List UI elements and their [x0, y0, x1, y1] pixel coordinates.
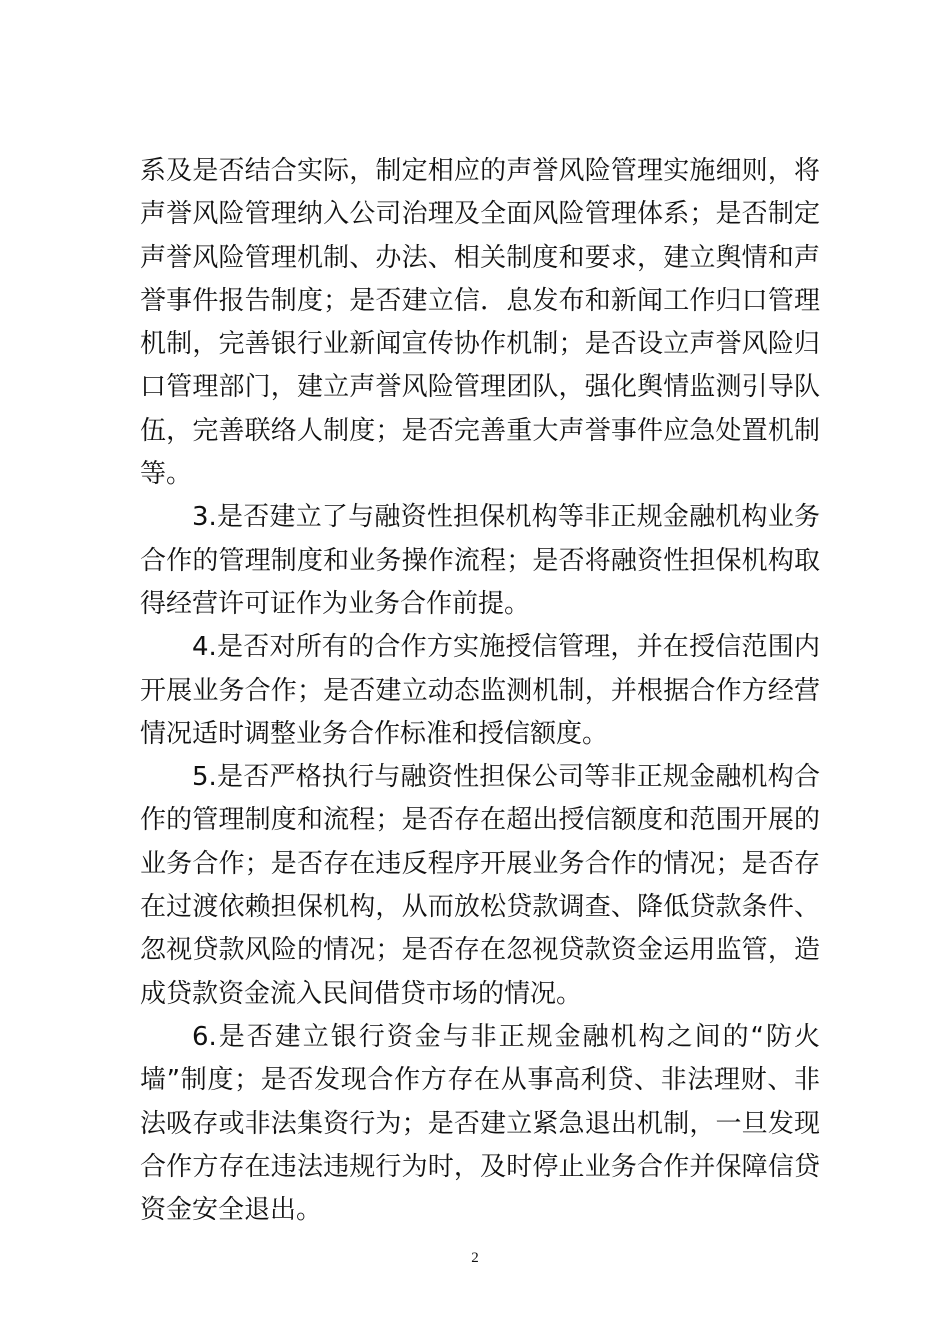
paragraph-item-3: 3.是否建立了与融资性担保机构等非正规金融机构业务合作的管理制度和业务操作流程；是否将融资性担保机构取得经营许可证作为业务合作前提。 — [140, 502, 820, 619]
body-text — [140, 150, 820, 1232]
paragraph-item-5: 5.是否严格执行与融资性担保公司等非正规金融机构合作的管理制度和流程；是否存在超出授信额度和范围开展的业务合作；是否存在违反程序开展业务合作的情况；是否存在过渡依赖担保机构，从而放松贷款调查、降低贷款条件、忽视贷款风险的情况；是否存在忽视贷款资金运用监管，造成贷款资金流入民间借贷市场的情况。 — [140, 762, 820, 1009]
paragraph-item-6: 6.是否建立银行资金与非正规金融机构之间的“防火墙”制度；是否发现合作方存在从事高利贷、非法理财、非法吸存或非法集资行为；是否建立紧急退出机制，一旦发现合作方存在违法违规行为时，及时停止业务合作并保障信贷资金安全退出。 — [140, 1021, 820, 1226]
paragraph-continuation: 系及是否结合实际，制定相应的声誉风险管理实施细则，将声誉风险管理纳入公司治理及全面风险管理体系；是否制定声誉风险管理机制、办法、相关制度和要求，建立舆情和声誉事件报告制度；是否建立信．息发布和新闻工作归口管理机制，完善银行业新闻宣传协作机制；是否设立声誉风险归口管理部门，建立声誉风险管理团队，强化舆情监测引导队伍，完善联络人制度；是否完善重大声誉事件应急处置机制等。 — [140, 156, 820, 490]
paragraph-item-4: 4.是否对所有的合作方实施授信管理，并在授信范围内开展业务合作；是否建立动态监测机制，并根据合作方经营情况适时调整业务合作标准和授信额度。 — [140, 632, 820, 749]
page-number: 2 — [471, 1250, 479, 1266]
